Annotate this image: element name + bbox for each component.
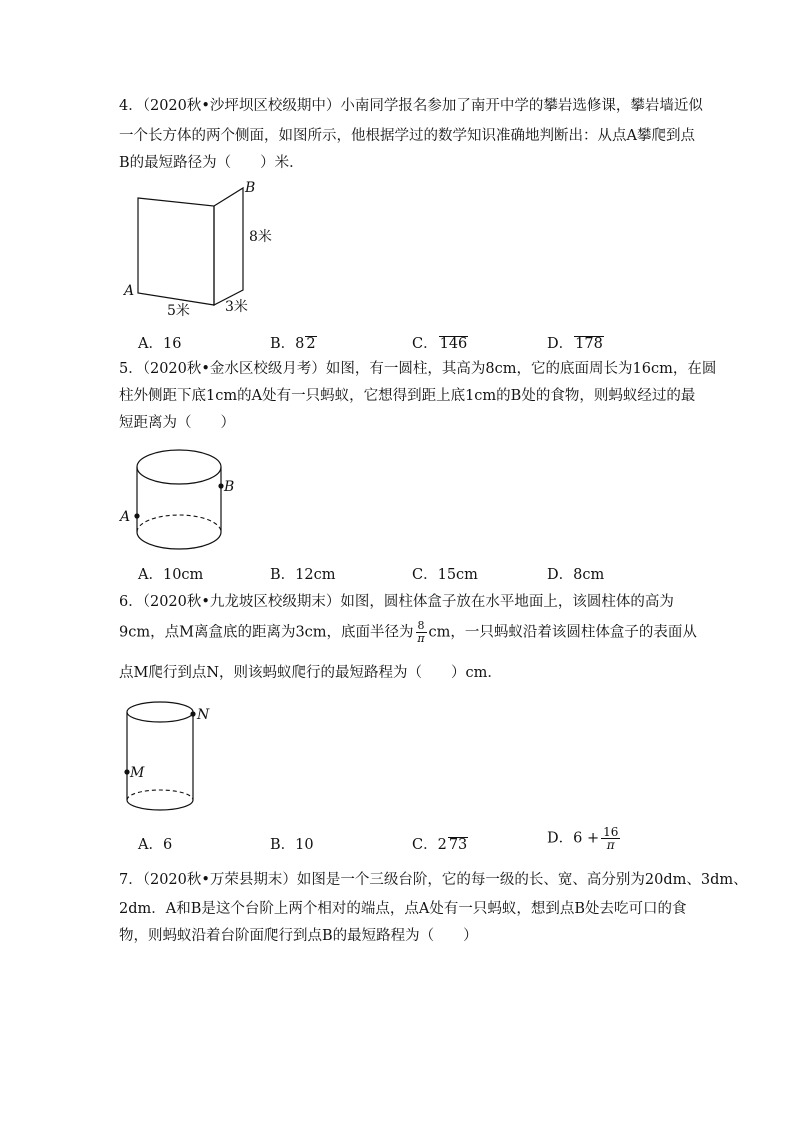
q4-option-c: C． 146 — [412, 336, 468, 352]
q4-line-1: 4．（2020秋•沙坪坝区校级期中）小南同学报名参加了南开中学的攀岩选修课，攀岩墙近似 — [119, 98, 703, 114]
q5-label-a: A — [120, 509, 131, 525]
q5-option-d: D．8cm — [547, 567, 605, 583]
q4-option-b: B．8 2 — [270, 336, 316, 352]
q6-line-2: 9cm，点M离盒底的距离为3cm，底面半径为 $\frac{8}{\pi}$ cm，一只蚂蚁沿着该圆柱体盒子的表面从 — [119, 619, 697, 645]
q5-line-1: 5．（2020秋•金水区校级月考）如图，有一圆柱，其高为8cm，它的底面周长为16cm，在圆 — [119, 361, 717, 377]
q7-line-3: 物，则蚂蚁沿着台阶面爬行到点B的最短路程为（ ） — [119, 928, 478, 944]
q7-line-1: 7．（2020秋•万荣县期末）如图是一个三级台阶，它的每一级的长、宽、高分别为20dm、3dm、 — [119, 872, 748, 888]
q5-line-3: 短距离为（ ） — [119, 415, 235, 431]
q4-label-b: B — [245, 180, 256, 196]
q4-climbing-wall-figure — [118, 178, 278, 323]
q4-label-height: 8米 — [249, 229, 272, 245]
q6-cylinder-box-figure — [118, 697, 228, 822]
q6-label-n: N — [197, 707, 210, 723]
q6-option-d: D．6 + $\frac{16}{\pi}$ — [547, 825, 619, 852]
q4-label-a: A — [124, 283, 135, 299]
q7-line-2: 2dm．A和B是这个台阶上两个相对的端点，点A处有一只蚂蚁，想到点B处去吃可口的食 — [119, 901, 687, 917]
q5-option-b: B．12cm — [270, 567, 336, 583]
q6-radius-fraction: $\frac{8}{\pi}$ — [417, 619, 425, 645]
q6-option-b: B．10 — [270, 837, 314, 853]
q6-option-a: A．6 — [138, 837, 173, 853]
q4-label-width: 3米 — [225, 299, 248, 315]
q4-option-d: D． 178 — [547, 336, 603, 352]
q5-cylinder-figure — [118, 440, 248, 560]
q4-label-length: 5米 — [167, 303, 190, 319]
q5-line-2: 柱外侧距下底1cm的A处有一只蚂蚁，它想得到距上底1cm的B处的食物，则蚂蚁经过的最 — [119, 388, 696, 404]
q6-line-3: 点M爬行到点N，则该蚂蚁爬行的最短路程为（ ）cm． — [119, 665, 502, 681]
q4-line-2: 一个长方体的两个侧面，如图所示，他根据学过的数学知识准确地判断出：从点A攀爬到点 — [119, 128, 695, 144]
q6-option-c: C．2 73 — [412, 837, 468, 853]
q5-option-c: C．15cm — [412, 567, 478, 583]
q6-label-m: M — [130, 765, 145, 781]
q4-line-3: B的最短路径为（ ）米． — [119, 155, 304, 171]
q4-option-a: A．16 — [138, 336, 182, 352]
q6-line-1: 6．（2020秋•九龙坡区校级期末）如图，圆柱体盒子放在水平地面上，该圆柱体的高为 — [119, 594, 674, 610]
q5-option-a: A．10cm — [138, 567, 204, 583]
q5-label-b: B — [224, 479, 235, 495]
